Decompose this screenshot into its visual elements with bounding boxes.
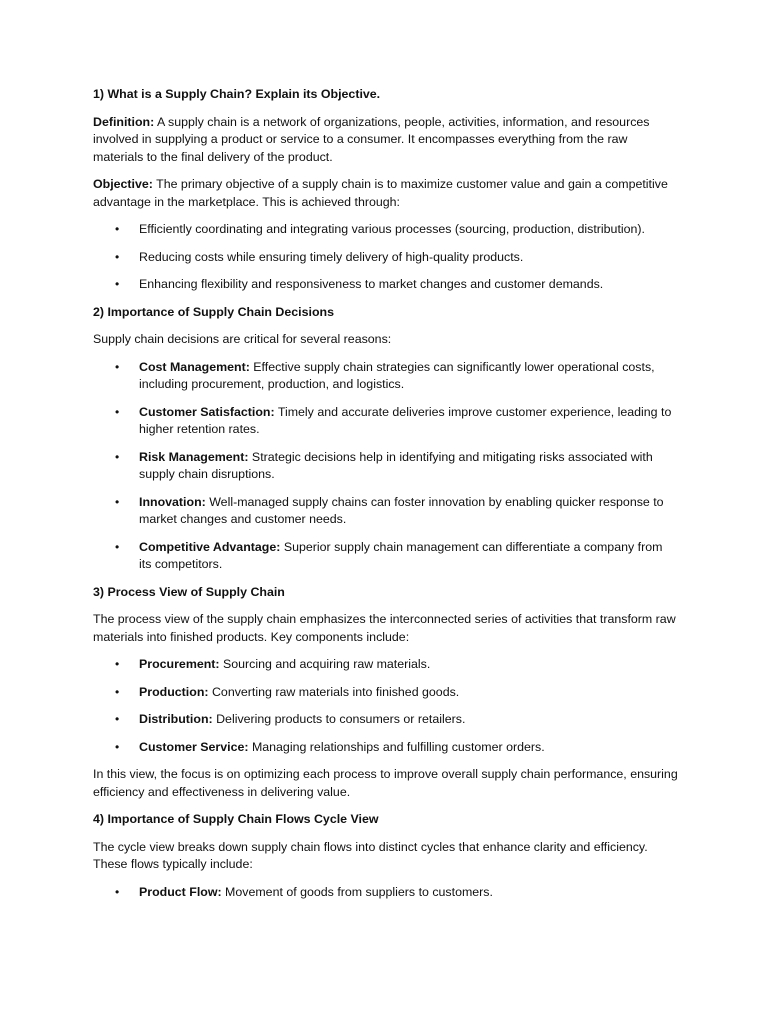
bullet-icon: •	[115, 739, 120, 754]
list-item-text: Effective supply chain strategies can significantly lower operational costs, including procurement, production, and logistics.	[139, 359, 655, 391]
bullet-icon: •	[115, 277, 120, 291]
section-2-intro: Supply chain decisions are critical for several reasons:	[93, 332, 392, 346]
list-item	[93, 739, 678, 757]
list-item-text: Managing relationships and fulfilling customer orders.	[248, 739, 545, 754]
bullet-icon: •	[115, 884, 120, 899]
bullet-icon: •	[115, 249, 120, 264]
list-item	[93, 884, 678, 902]
list-item-label: Cost Management:	[139, 359, 250, 374]
bullet-icon: •	[115, 222, 120, 236]
list-item-text: Superior supply chain management can differentiate a company from its competitors.	[139, 539, 663, 571]
list-item	[93, 359, 678, 394]
section-2-heading: 2) Importance of Supply Chain Decisions	[93, 304, 334, 319]
section-4-heading: 4) Importance of Supply Chain Flows Cycle View	[93, 812, 379, 826]
list-item-text: Efficiently coordinating and integrating various processes (sourcing, production, distribution).	[139, 222, 645, 236]
decisions-list	[93, 359, 678, 574]
bullet-icon: •	[115, 404, 120, 419]
section-3-intro: The process view of the supply chain emphasizes the interconnected series of activities that transform raw materials into finished products. Key components include:	[93, 612, 676, 644]
list-item-text: Converting raw materials into finished goods.	[208, 684, 460, 699]
list-item	[93, 684, 678, 702]
list-item-text: Enhancing flexibility and responsiveness to market changes and customer demands.	[139, 277, 604, 291]
process-list	[93, 656, 678, 756]
bullet-icon: •	[115, 494, 120, 509]
list-item	[93, 449, 678, 484]
objective-list	[93, 221, 678, 294]
bullet-icon: •	[115, 657, 120, 671]
definition-paragraph	[93, 114, 678, 167]
list-item-label: Competitive Advantage:	[139, 539, 281, 554]
definition-label: Definition:	[93, 114, 155, 129]
list-item-text: Strategic decisions help in identifying and mitigating risks associated with supply chain disruptions.	[139, 449, 653, 481]
list-item	[93, 539, 678, 574]
bullet-icon: •	[115, 684, 120, 699]
section-3-outro: In this view, the focus is on optimizing each process to improve overall supply chain performance, ensuring efficiency and effectiveness in delivering value.	[93, 767, 678, 799]
list-item-label: Procurement:	[139, 657, 220, 671]
list-item-text: Reducing costs while ensuring timely delivery of high-quality products.	[139, 249, 524, 264]
bullet-icon: •	[115, 712, 120, 726]
list-item	[93, 494, 678, 529]
section-1-heading: 1) What is a Supply Chain? Explain its Objective.	[93, 87, 381, 101]
list-item	[93, 221, 678, 239]
list-item-label: Customer Satisfaction:	[139, 404, 275, 419]
objective-label: Objective:	[93, 177, 153, 191]
section-4-intro: The cycle view breaks down supply chain flows into distinct cycles that enhance clarity and efficiency. These flows typically include:	[93, 839, 648, 871]
list-item-label: Innovation:	[139, 494, 206, 509]
bullet-icon: •	[115, 449, 120, 464]
bullet-icon: •	[115, 359, 120, 374]
list-item-label: Distribution:	[139, 712, 213, 726]
list-item	[93, 404, 678, 439]
definition-text: A supply chain is a network of organizations, people, activities, information, and resources involved in supplying a product or service to a consumer. It encompasses everything from the raw materials to the final delivery of the product.	[93, 114, 650, 164]
list-item	[93, 656, 678, 674]
list-item-text: Sourcing and acquiring raw materials.	[219, 657, 431, 671]
list-item-label: Customer Service:	[139, 739, 249, 754]
objective-paragraph	[93, 176, 678, 211]
document-page	[93, 86, 678, 911]
list-item-label: Product Flow:	[139, 884, 222, 899]
list-item-label: Production:	[139, 684, 209, 699]
list-item	[93, 276, 678, 294]
bullet-icon: •	[115, 539, 120, 554]
list-item-text: Timely and accurate deliveries improve customer experience, leading to higher retention rates.	[139, 404, 672, 436]
list-item	[93, 711, 678, 729]
flows-list	[93, 884, 678, 902]
list-item-text: Well-managed supply chains can foster innovation by enabling quicker response to market changes and customer needs.	[139, 494, 664, 526]
list-item	[93, 249, 678, 267]
list-item-text: Delivering products to consumers or retailers.	[212, 712, 466, 726]
objective-text: The primary objective of a supply chain is to maximize customer value and gain a competitive advantage in the marketplace. This is achieved through:	[93, 177, 668, 209]
list-item-text: Movement of goods from suppliers to customers.	[221, 884, 493, 899]
list-item-label: Risk Management:	[139, 449, 249, 464]
section-3-heading: 3) Process View of Supply Chain	[93, 584, 285, 599]
